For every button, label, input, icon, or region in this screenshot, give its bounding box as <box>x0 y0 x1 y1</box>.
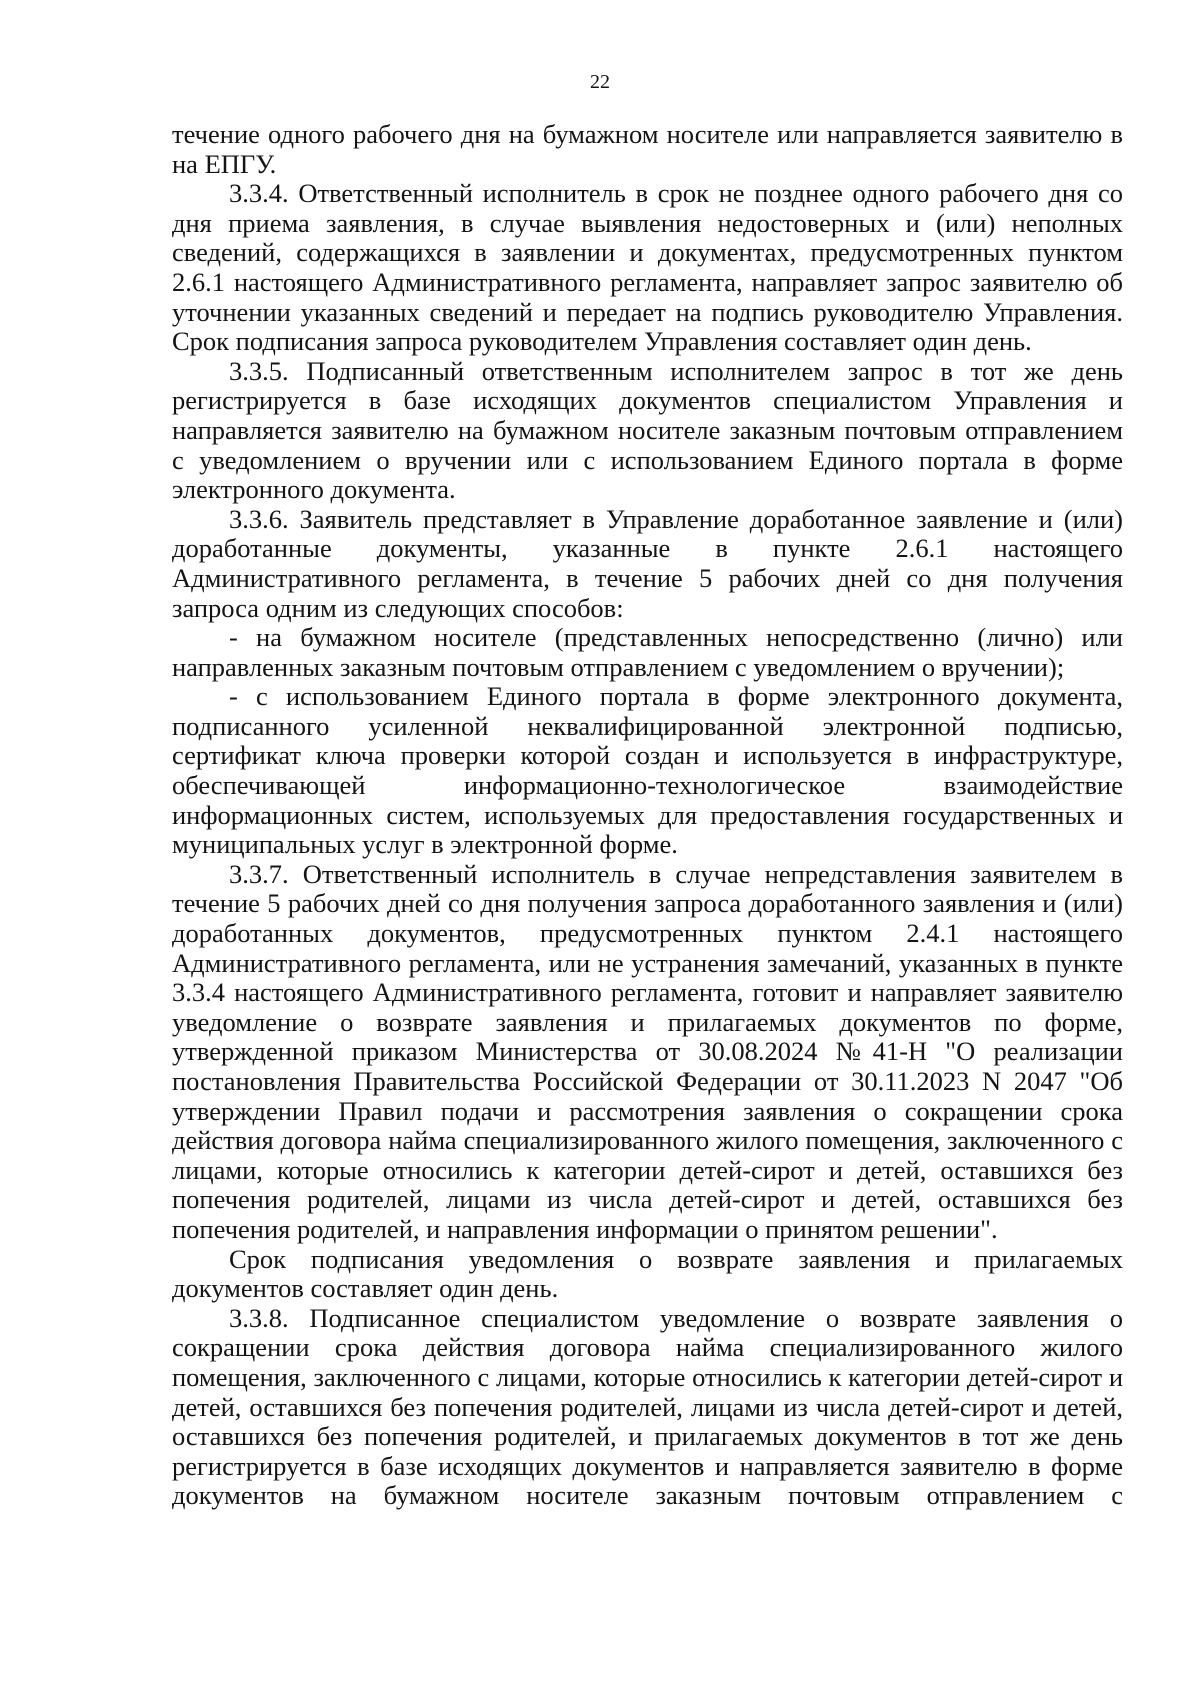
paragraph-3-3-8: 3.3.8. Подписанное специалистом уведомление о возврате заявления о сокращении срока действия договора найма специализированного жилого помещения, заключенного с лицами, которые относились к категории детей-сирот и детей, оставшихся без попечения родителей, лицами из числа детей-сирот и детей, оставшихся без попечения родителей, и прилагаемых документов в тот же день регистрируется в базе исходящих документов и направляется заявителю в форме документов на бумажном носителе заказным почтовым отправлением с <box>172 1302 1123 1511</box>
paragraph-signing-term: Срок подписания уведомления о возврате заявления и прилагаемых документов составляет один день. <box>172 1243 1123 1304</box>
list-item-portal: - с использованием Единого портала в форме электронного документа, подписанного усиленной неквалифицированной электронной подписью, сертификат ключа проверки которой создан и используется в инфраструктуре, обеспечивающей информационно-технологическое взаимодействие информационных систем, используемых для предоставления государственных и муниципальных услуг в электронной форме. <box>172 681 1123 860</box>
page-number: 22 <box>590 71 610 93</box>
paragraph-3-3-7: 3.3.7. Ответственный исполнитель в случае непредставления заявителем в течение 5 рабочих дней со дня получения запроса доработанного заявления и (или) доработанных документов, предусмотренных пунктом 2.4.1 настоящего Административного регламента, или не устранения замечаний, указанных в пункте 3.3.4 настоящего Административного регламента, готовит и направляет заявителю уведомление о возврате заявления и прилагаемых документов по форме, утвержденной приказом Министерства от 30.08.2024 №41-Н "О реализации постановления Правительства Российской Федерации от 30.11.2023 N 2047 "Об утверждении Правил подачи и рассмотрения заявления о сокращении срока действия договора найма специализированного жилого помещения, заключенного с лицами, которые относились к категории детей-сирот и детей, оставшихся без попечения родителей, лицами из числа детей-сирот и детей, оставшихся без попечения родителей, и направления информации о принятом решении". <box>172 858 1123 1244</box>
paragraph-3-3-5: 3.3.5. Подписанный ответственным исполнителем запрос в тот же день регистрируется в базе исходящих документов специалистом Управления и направляется заявителю на бумажном носителе заказным почтовым отправлением с уведомлением о вручении или с использованием Единого портала в форме электронного документа. <box>172 355 1123 505</box>
list-item-paper: - на бумажном носителе (представленных непосредственно (лично) или направленных заказным почтовым отправлением с уведомлением о вручении); <box>172 622 1123 682</box>
paragraph-continuation: течение одного рабочего дня на бумажном носителе или направляется заявителю в на ЕПГУ. <box>172 119 1123 179</box>
paragraph-3-3-6: 3.3.6. Заявитель представляет в Управление доработанное заявление и (или) доработанные документы, указанные в пункте 2.6.1 настоящего Административного регламента, в течение 5 рабочих дней со дня получения запроса одним из следующих способов: <box>172 503 1123 623</box>
paragraph-3-3-4: 3.3.4. Ответственный исполнитель в срок не позднее одного рабочего дня со дня приема заявления, в случае выявления недостоверных и (или) неполных сведений, содержащихся в заявлении и документах, предусмотренных пунктом 2.6.1 настоящего Административного регламента, направляет запрос заявителю об уточнении указанных сведений и передает на подпись руководителю Управления. Срок подписания запроса руководителем Управления составляет один день. <box>172 178 1123 357</box>
document-body <box>172 120 1123 1511</box>
